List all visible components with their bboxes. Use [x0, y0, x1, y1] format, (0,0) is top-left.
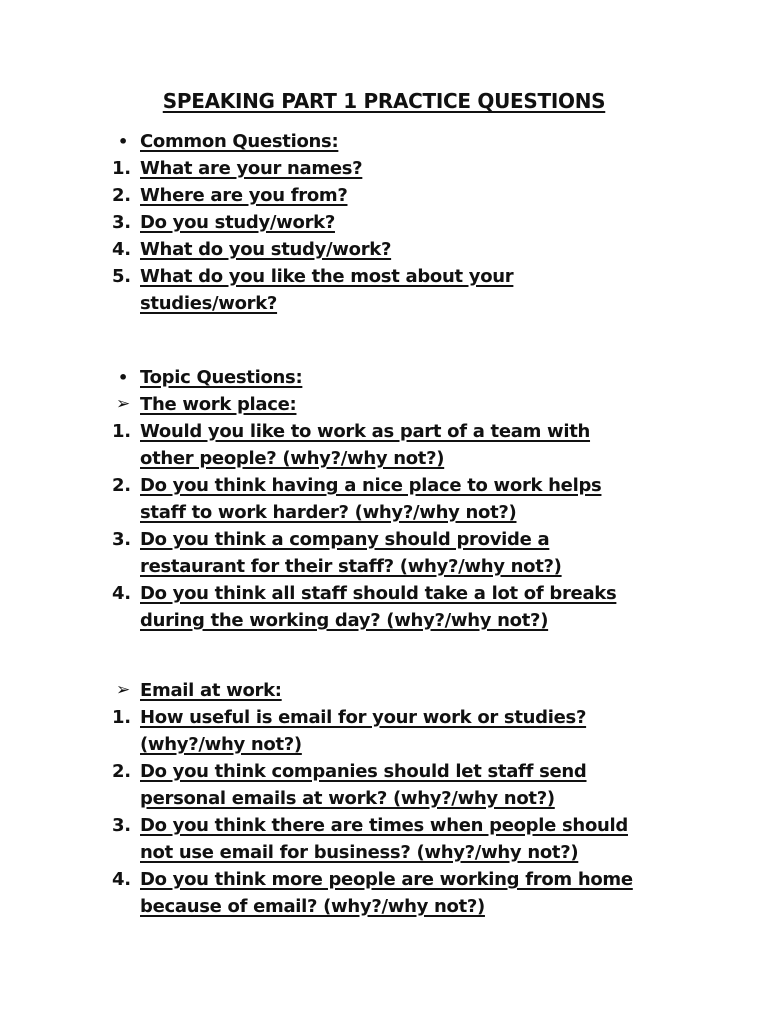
item-number: 3.: [112, 815, 131, 836]
item-number: 2.: [112, 761, 131, 782]
item-number: 2.: [112, 185, 131, 206]
bullet-icon: •: [118, 368, 128, 387]
item-number: 1.: [112, 707, 131, 728]
arrow-bullet-icon: ➢: [116, 394, 130, 414]
bullet-icon: •: [118, 132, 128, 151]
document-page: SPEAKING PART 1 PRACTICE QUESTIONS • Common Questions: 1. What are your names? 2. Where are you from? 3. Do you study/work? 4. What do you study/work? 5. What do you like the most about your studies/work? • Topic Questions: ➢ The work place: 1. Would you like to work as part of a team with other people? (why?/why not?) 2. Do you think having a nice place to work helps staff to work harder? (why?/why not?) 3. Do you think a company should provide a restaurant for their staff? (why?/why not?) 4. Do you think all staff should take a lot of breaks during the working day? (why?/why not?) ➢ Email at work: 1. How useful is email for your work or studies? (why?/why not?) 2. Do you think companies should let staff send personal emails at work? (why?/why not?) 3. Do you think there are times when people should not use email for business? (why?/why not?) 4. Do you think more people are working from home because of email? (why?/why not?): [0, 0, 768, 1024]
item-number: 2.: [112, 475, 131, 496]
item-number: 1.: [112, 158, 131, 179]
item-number: 1.: [112, 421, 131, 442]
item-number: 3.: [112, 212, 131, 233]
item-number: 5.: [112, 266, 131, 287]
item-number: 3.: [112, 529, 131, 550]
item-number: 4.: [112, 869, 131, 890]
item-number: 4.: [112, 583, 131, 604]
page-title: SPEAKING PART 1 PRACTICE QUESTIONS: [162, 89, 606, 113]
arrow-bullet-icon: ➢: [116, 680, 130, 700]
item-number: 4.: [112, 239, 131, 260]
